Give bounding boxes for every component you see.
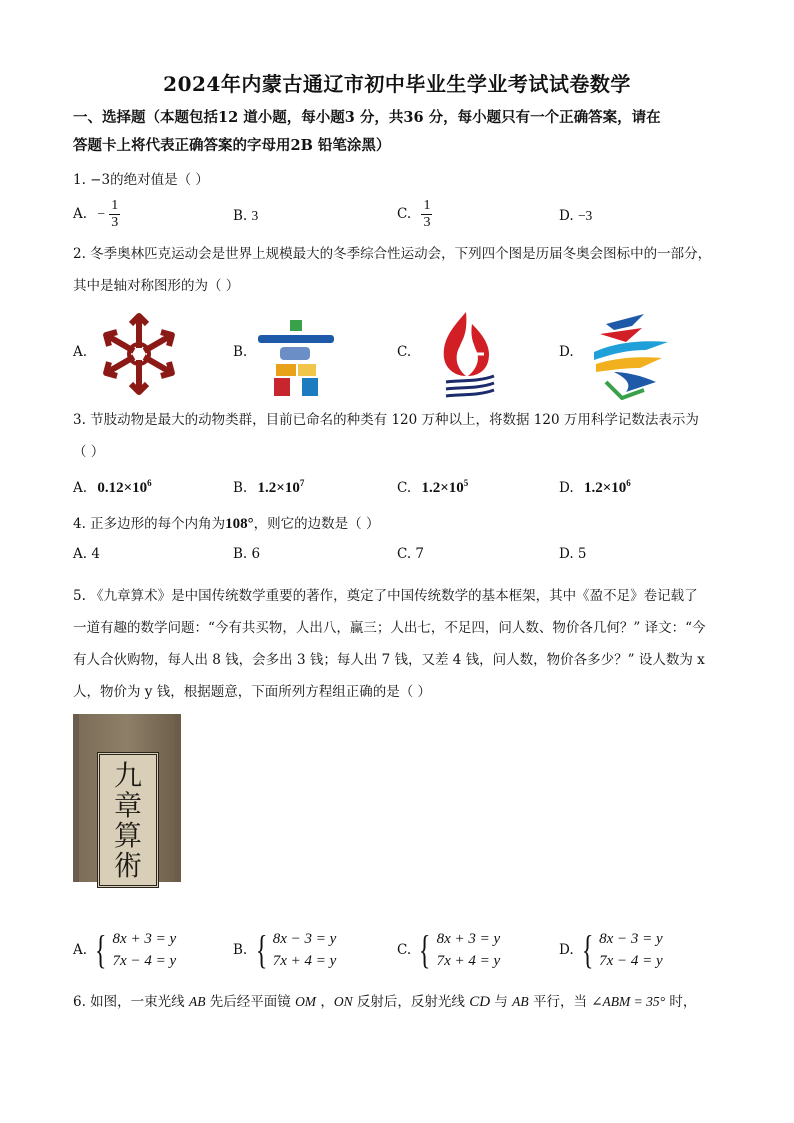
q5-option-a: A. { 8x + 3 = y 7x − 4 = y bbox=[73, 927, 177, 972]
q2-option-c-label: C. bbox=[397, 344, 412, 360]
ribbon-emblem-image bbox=[586, 312, 674, 400]
q4-option-a: A. 4 bbox=[73, 546, 100, 562]
exam-title: 2024年内蒙古通辽市初中毕业生学业考试试卷数学 bbox=[163, 72, 631, 96]
q5-option-d: D. { 8x − 3 = y 7x − 4 = y bbox=[559, 927, 663, 972]
q1-option-d: D. −3 bbox=[559, 208, 593, 224]
book-title-label: 九 章 算 術 bbox=[97, 752, 159, 888]
q2-option-d-label: D. bbox=[559, 344, 574, 360]
snowflake-emblem-image bbox=[95, 312, 183, 396]
question-5-stem: 5. 《九章算术》是中国传统数学重要的著作，奠定了中国传统数学的基本框架，其中《盈不足》卷记载了 一道有趣的数学问题：“今有共买物，人出八，赢三；人出七，不足四，问人数、物价各几何？” 译文：“今 有人合伙购物，每人出 8 钱，会多出 3 钱；每人出 7 钱，又差 4 钱，问人数，物价各多少？” 设人数为 x 人，物价为 y 钱，根据题意，下面所列方程组正确的是（ ） bbox=[73, 588, 706, 700]
q3-option-d: D. $1.2\times 10^6$ bbox=[559, 478, 631, 496]
q3-option-b: B. $1.2\times 10^7$ bbox=[233, 478, 305, 496]
q1-option-a: A. − $\frac{1}{3}$ bbox=[73, 198, 119, 230]
q2-option-b-label: B. bbox=[233, 344, 248, 360]
q1-option-c: C. $\frac{1}{3}$ bbox=[397, 198, 431, 230]
section-header-line-1: 一、选择题（本题包括12 道小题，每小题3 分，共36 分，每小题只有一个正确答案，请在 bbox=[73, 109, 661, 126]
flame-emblem-image bbox=[438, 310, 498, 402]
q3-option-a: A. $0.12\times 10^6$ bbox=[73, 478, 152, 496]
q2-option-a-label: A. bbox=[73, 344, 88, 360]
q4-option-b: B. 6 bbox=[233, 546, 261, 562]
fraction: $\frac{1}{3}$ bbox=[423, 198, 431, 230]
question-6-stem: 6. 如图，一束光线 AB 先后经平面镜 OM ，ON 反射后，反射光线 CD 与 AB 平行，当 ∠ABM = 35° 时， bbox=[73, 994, 697, 1010]
q3-option-c: C. $1.2\times 10^5$ bbox=[397, 478, 469, 496]
question-1-stem: 1. −3的绝对值是（ ） bbox=[73, 172, 209, 188]
question-2-stem: 2. 冬季奥林匹克运动会是世界上规模最大的冬季综合性运动会，下列四个图是历届冬奥会图标中的一部分， 其中是轴对称图形的为（ ） bbox=[73, 246, 712, 294]
question-3-stem: 3. 节肢动物是最大的动物类群，目前已命名的种类有 120 万种以上，将数据 120 万用科学记数法表示为 （ ） bbox=[73, 412, 699, 460]
section-header bbox=[73, 104, 733, 160]
fraction: $\frac{1}{3}$ bbox=[111, 198, 119, 230]
q1-option-b: B. 3 bbox=[233, 208, 259, 224]
inukshuk-emblem-image bbox=[256, 318, 336, 398]
q4-option-d: D. 5 bbox=[559, 546, 587, 562]
question-4-stem: 4. 正多边形的每个内角为108°，则它的边数是（ ） bbox=[73, 516, 380, 532]
q4-option-c: C. 7 bbox=[397, 546, 425, 562]
section-header-line-2: 答题卡上将代表正确答案的字母用2B 铅笔涂黑） bbox=[73, 137, 391, 154]
nine-chapters-book-photo bbox=[73, 714, 181, 882]
q5-option-b: B. { 8x − 3 = y 7x + 4 = y bbox=[233, 927, 337, 972]
q5-option-c: C. { 8x + 3 = y 7x + 4 = y bbox=[397, 927, 501, 972]
